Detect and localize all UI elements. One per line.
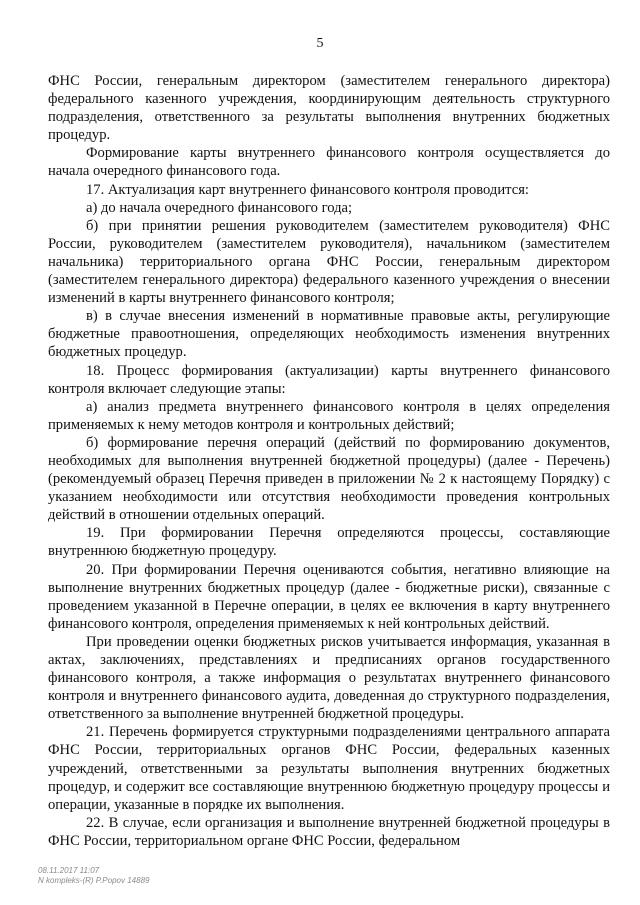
- paragraph: При проведении оценки бюджетных рисков учитывается информация, указанная в актах, заключениях, представлениях и предписаниях органов государственного финансового контроля, а также информация о результатах внутреннего финансового контроля и внутреннего финансового аудита, доведенная до структурного подразделения, ответственного за выполнение внутренней бюджетной процедуры.: [48, 633, 610, 723]
- paragraph: 18. Процесс формирования (актуализации) карты внутреннего финансового контроля включает следующие этапы:: [48, 362, 610, 397]
- paragraph: в) в случае внесения изменений в нормативные правовые акты, регулирующие бюджетные правоотношения, определяющих необходимость изменения внутренних бюджетных процедур.: [48, 308, 610, 361]
- paragraph: 19. При формировании Перечня определяются процессы, составляющие внутреннюю бюджетную процедуру.: [48, 525, 610, 560]
- document-stamp: [38, 866, 149, 886]
- paragraph: 22. В случае, если организация и выполнение внутренней бюджетной процедуры в ФНС России, территориальном органе ФНС России, федеральном: [48, 814, 610, 849]
- paragraph: 17. Актуализация карт внутреннего финансового контроля проводится:: [86, 181, 529, 198]
- paragraph: а) анализ предмета внутреннего финансового контроля в целях определения применяемых к нему методов контроля и контрольных действий;: [48, 398, 610, 433]
- stamp-date: 08.11.2017 11:07: [38, 866, 100, 875]
- page-number: 5: [316, 36, 324, 51]
- body-text: [48, 72, 610, 850]
- paragraph: а) до начала очередного финансового года;: [86, 199, 353, 216]
- paragraph: 20. При формировании Перечня оцениваются события, негативно влияющие на выполнение внутренних бюджетных процедур (далее - бюджетные риски), связанные с проведением указанной в Перечне операции, в целях ее включения в карту внутреннего финансового контроля, определения применяемых к ней контрольных действий.: [48, 561, 610, 632]
- paragraph: 21. Перечень формируется структурными подразделениями центрального аппарата ФНС России, территориальных органов ФНС России, федеральных казенных учреждений, ответственными за результаты выполнения внутренних бюджетных процедур, и содержит все составляющие внутреннюю бюджетную процедуру процессы и операции, указанные в порядке их выполнения.: [48, 724, 610, 813]
- paragraph: б) при принятии решения руководителем (заместителем руководителя) ФНС России, руководителем (заместителем руководителя), начальником (заместителем начальника) территориального органа ФНС России, генеральным директором (заместителем генерального директора) федерального казенного учреждения о внесении изменений в карты внутреннего финансового контроля;: [48, 217, 610, 307]
- paragraph: ФНС России, генеральным директором (заместителем генерального директора) федерального казенного учреждения, координирующим деятельность структурного подразделения, ответственного за результаты выполнения внутренних бюджетных процедур.: [48, 73, 610, 144]
- paragraph: б) формирование перечня операций (действий по формированию документов, необходимых для выполнения внутренней бюджетной процедуры) (далее - Перечень) (рекомендуемый образец Перечня приведен в приложении № 2 к настоящему Порядку) с указанием необходимости или отсутствия необходимости проведения контрольных действий в отношении отдельных операций.: [48, 434, 610, 524]
- paragraph: Формирование карты внутреннего финансового контроля осуществляется до начала очередного финансового года.: [48, 145, 610, 180]
- stamp-reference: N kompleks-(R) P.Popov 14889: [38, 876, 150, 885]
